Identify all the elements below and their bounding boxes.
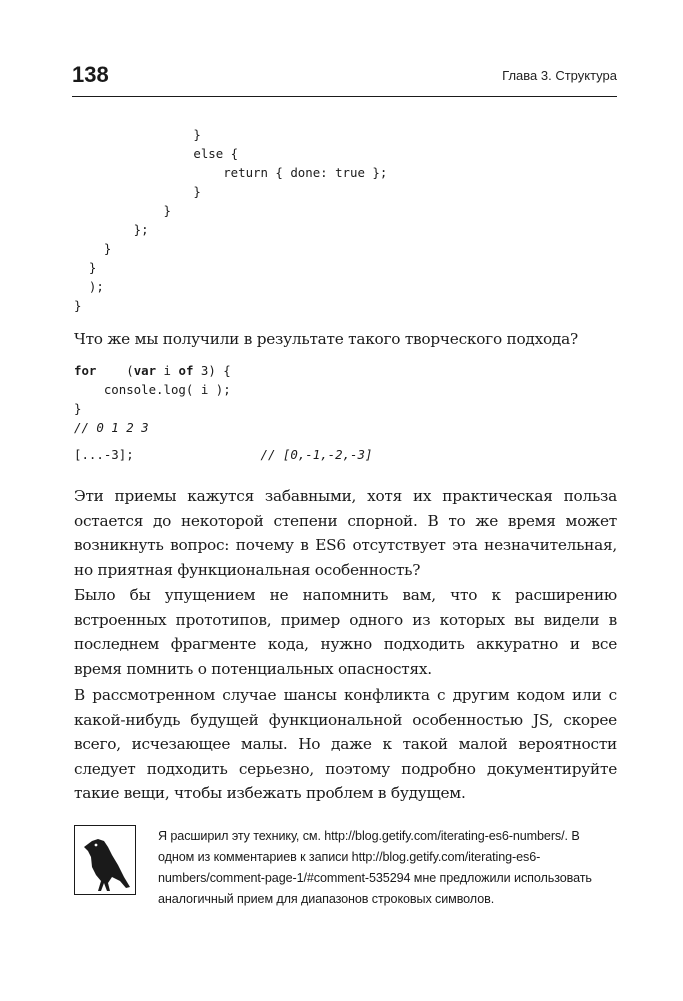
code-token: (: [96, 363, 134, 378]
code-line: }: [74, 260, 97, 275]
code-keyword-of: of: [178, 363, 194, 378]
code-comment: // 0 1 2 3: [74, 420, 149, 435]
chapter-title: Глава 3. Структура: [502, 68, 617, 83]
paragraph-body-2: Было бы упущением не напомнить вам, что к расширению встроенных прототипов, пример одного из которых вы видели в последнем фрагменте кода, нужно подходить аккуратно и все время помнить о потенциальных опасностях.: [74, 586, 617, 678]
code-token: i: [156, 363, 179, 378]
code-line: [...-3];: [74, 447, 134, 462]
code-line: console.log( i );: [74, 382, 231, 397]
code-keyword-var: var: [133, 363, 157, 378]
code-line: }: [74, 184, 201, 199]
crow-icon: [74, 825, 136, 895]
code-line: }: [74, 298, 82, 313]
code-line: }: [74, 203, 171, 218]
code-block-3: [74, 445, 372, 464]
code-line: return { done: true };: [74, 165, 388, 180]
code-line: };: [74, 222, 149, 237]
note-text: Я расширил эту технику, см. http://blog.getify.com/iterating-es6-numbers/. В одном из комментариев к записи http://blog.getify.com/iterating-es6-numbers/comment-page-1/#comment-535294 мне предложили использовать аналогичный прием для диапазонов строковых символов.: [158, 829, 592, 906]
code-comment: // [0,-1,-2,-3]: [260, 447, 373, 462]
page-number: 138: [72, 62, 109, 87]
page-header: [72, 62, 617, 92]
header-divider: [72, 96, 617, 97]
code-block-2: [74, 361, 231, 437]
paragraph-body-1: Эти приемы кажутся забавными, хотя их практическая польза остается до некоторой степени спорной. В то же время может возникнуть вопрос: почему в ES6 отсутствует эта незначительная, но приятная функциональная особенность?: [74, 487, 617, 579]
code-line: }: [74, 401, 82, 416]
code-token: 3) {: [193, 363, 231, 378]
code-line: }: [74, 241, 112, 256]
code-line: }: [74, 127, 201, 142]
paragraph-body-3: В рассмотренном случае шансы конфликта с другим кодом или с какой-нибудь будущей функциональной особенностью JS, скорее всего, исчезающее малы. Но даже к такой малой вероятности следует подходить серьезно, поэтому подробно документируйте такие вещи, чтобы избежать проблем в будущем.: [74, 686, 617, 802]
code-line: );: [74, 279, 104, 294]
code-block-1: [74, 125, 387, 315]
paragraph-question: Что же мы получили в результате такого творческого подхода?: [74, 330, 578, 348]
code-keyword-for: for: [74, 363, 97, 378]
code-line: else {: [74, 146, 239, 161]
